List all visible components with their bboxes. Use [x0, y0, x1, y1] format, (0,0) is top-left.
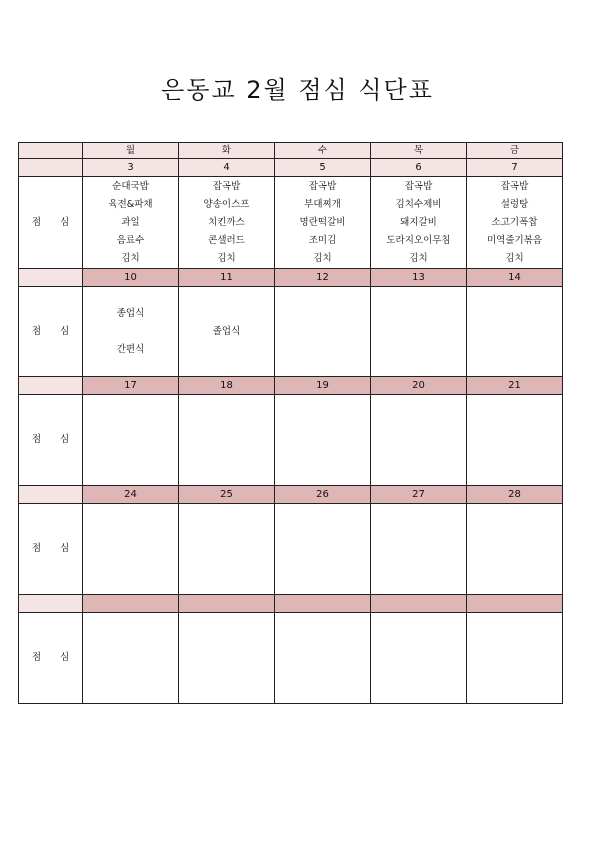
menu-item: 김치 — [313, 252, 332, 264]
menu-item: 김치 — [505, 252, 524, 264]
weekday-thu: 목 — [371, 143, 467, 159]
menu-item: 김치수제비 — [395, 198, 442, 210]
menu-cell-wed — [275, 287, 371, 377]
menu-item: 잡곡밥 — [404, 180, 433, 192]
menu-table — [18, 142, 563, 704]
menu-cell-thu — [371, 287, 467, 377]
menu-cell-mon — [83, 287, 179, 377]
date-cell: 18 — [179, 377, 275, 395]
menu-cell-mon — [83, 177, 179, 269]
menu-item: 육전&파채 — [108, 198, 153, 210]
date-cell: 19 — [275, 377, 371, 395]
date-cell: 21 — [467, 377, 563, 395]
menu-item: 조미김 — [308, 234, 337, 246]
meal-label: 점 심 — [19, 613, 83, 704]
date-cell: 6 — [371, 159, 467, 177]
date-cell: 25 — [179, 486, 275, 504]
date-row-corner — [19, 377, 83, 395]
menu-cell-tue — [179, 287, 275, 377]
menu-item: 김치 — [409, 252, 428, 264]
date-cell: 5 — [275, 159, 371, 177]
menu-item: 치킨까스 — [208, 216, 245, 228]
meal-label: 점 심 — [19, 395, 83, 486]
menu-cell-thu — [371, 395, 467, 486]
menu-cell-tue — [179, 504, 275, 595]
menu-item: 설렁탕 — [500, 198, 529, 210]
weekday-mon: 월 — [83, 143, 179, 159]
menu-cell-wed — [275, 177, 371, 269]
page-title: 은동교 2월 점심 식단표 — [161, 76, 434, 104]
date-cell: 11 — [179, 269, 275, 287]
date-cell: 3 — [83, 159, 179, 177]
menu-item: 명란떡갈비 — [299, 216, 346, 228]
menu-item: 잡곡밥 — [500, 180, 529, 192]
date-cell: 7 — [467, 159, 563, 177]
menu-cell-wed — [275, 613, 371, 704]
menu-item: 콘샐러드 — [208, 234, 245, 246]
note-text: 졸업식 — [212, 325, 241, 337]
menu-item: 미역줄기볶음 — [486, 234, 543, 246]
date-row-corner — [19, 269, 83, 287]
menu-item: 음료수 — [116, 234, 145, 246]
date-row-week-2 — [19, 269, 563, 287]
date-cell — [179, 595, 275, 613]
menu-item: 양송이스프 — [203, 198, 250, 210]
menu-item: 순대국밥 — [112, 180, 149, 192]
weekday-header-row — [19, 143, 563, 159]
date-cell: 12 — [275, 269, 371, 287]
meal-row-week-1 — [19, 177, 563, 269]
weekday-fri: 금 — [467, 143, 563, 159]
date-cell — [275, 595, 371, 613]
date-cell: 20 — [371, 377, 467, 395]
date-row-corner — [19, 159, 83, 177]
date-row-week-3 — [19, 377, 563, 395]
menu-cell-tue — [179, 177, 275, 269]
menu-item: 잡곡밥 — [212, 180, 241, 192]
note-text: 종업식 — [116, 307, 145, 319]
menu-cell-mon — [83, 395, 179, 486]
date-cell — [371, 595, 467, 613]
menu-cell-fri — [467, 177, 563, 269]
date-row-week-5 — [19, 595, 563, 613]
menu-cell-thu — [371, 177, 467, 269]
meal-label: 점 심 — [19, 504, 83, 595]
menu-item: 김치 — [121, 252, 140, 264]
menu-item: 부대찌개 — [304, 198, 341, 210]
weekday-tue: 화 — [179, 143, 275, 159]
meal-label: 점 심 — [19, 177, 83, 269]
note-text: 간편식 — [116, 343, 145, 355]
date-cell: 17 — [83, 377, 179, 395]
menu-cell-fri — [467, 504, 563, 595]
menu-cell-wed — [275, 395, 371, 486]
menu-cell-fri — [467, 287, 563, 377]
date-cell: 14 — [467, 269, 563, 287]
menu-cell-thu — [371, 613, 467, 704]
menu-item: 김치 — [217, 252, 236, 264]
menu-cell-tue — [179, 395, 275, 486]
date-cell: 28 — [467, 486, 563, 504]
date-cell: 26 — [275, 486, 371, 504]
meal-label: 점 심 — [19, 287, 83, 377]
meal-row-week-3 — [19, 395, 563, 486]
menu-item: 도라지오이무침 — [386, 234, 451, 246]
date-cell — [467, 595, 563, 613]
meal-row-week-5 — [19, 613, 563, 704]
menu-cell-thu — [371, 504, 467, 595]
date-cell — [83, 595, 179, 613]
menu-item: 과일 — [121, 216, 140, 228]
weekday-wed: 수 — [275, 143, 371, 159]
menu-cell-fri — [467, 395, 563, 486]
date-row-corner — [19, 595, 83, 613]
date-row-week-1 — [19, 159, 563, 177]
date-cell: 4 — [179, 159, 275, 177]
menu-cell-fri — [467, 613, 563, 704]
date-cell: 24 — [83, 486, 179, 504]
date-cell: 10 — [83, 269, 179, 287]
menu-cell-mon — [83, 613, 179, 704]
menu-cell-mon — [83, 504, 179, 595]
date-row-corner — [19, 486, 83, 504]
header-corner — [19, 143, 83, 159]
date-cell: 13 — [371, 269, 467, 287]
date-cell: 27 — [371, 486, 467, 504]
meal-row-week-4 — [19, 504, 563, 595]
date-row-week-4 — [19, 486, 563, 504]
meal-row-week-2 — [19, 287, 563, 377]
menu-cell-tue — [179, 613, 275, 704]
menu-cell-wed — [275, 504, 371, 595]
menu-item: 잡곡밥 — [308, 180, 337, 192]
menu-item: 소고기폭찹 — [491, 216, 538, 228]
menu-item: 돼지갈비 — [400, 216, 437, 228]
